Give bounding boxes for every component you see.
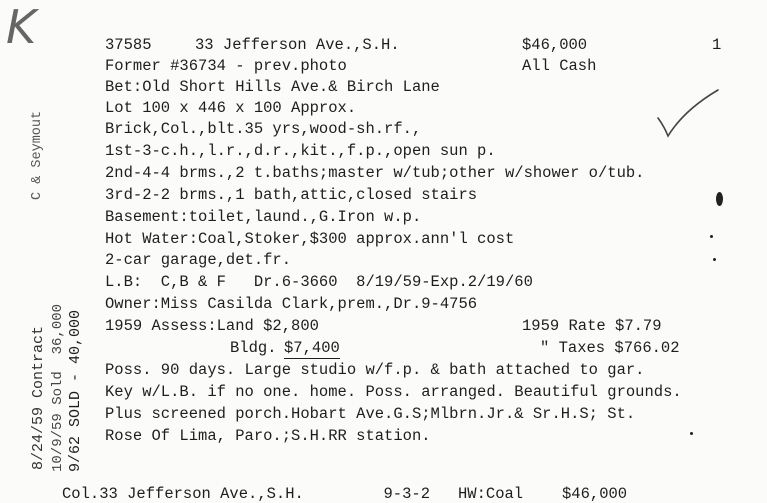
owner: Owner:Miss Casilda Clark,prem.,Dr.9-4756	[105, 295, 478, 313]
assessment-land: 1959 Assess:Land $2,800	[105, 317, 319, 335]
garage: 2-car garage,det.fr.	[105, 251, 292, 269]
footer-price: $46,000	[562, 485, 628, 503]
footer-style-address: Col.33 Jefferson Ave.,S.H.	[62, 485, 304, 503]
second-floor: 2nd-4-4 brms.,2 t.baths;master w/tub;other w/shower o/tub.	[105, 164, 645, 182]
assessment-building-value: $7,400	[284, 339, 340, 357]
ink-speck-icon	[713, 258, 716, 261]
lot-size: Lot 100 x 446 x 100 Approx.	[105, 99, 357, 117]
sold-stamp-side-note: 9/62 SOLD - 40,000	[67, 309, 84, 472]
lock-box: L.B: C,B & F Dr.6-3660 8/19/59-Exp.2/19/60	[105, 273, 533, 291]
between-streets: Bet:Old Short Hills Ave.& Birch Lane	[105, 78, 440, 96]
ink-speck-icon	[690, 432, 693, 435]
basement: Basement:toilet,laund.,G.Iron w.p.	[105, 208, 422, 226]
corner-handwritten-mark: K	[6, 0, 37, 54]
remarks-line-3: Plus screened porch.Hobart Ave.G.S;Mlbrn.Jr.& Sr.H.S; St.	[105, 405, 636, 423]
footer-heat: HW:Coal	[458, 485, 524, 503]
listing-number: 37585	[105, 36, 152, 54]
remarks-line-2: Key w/L.B. if no one. home. Poss. arranged. Beautiful grounds.	[105, 383, 682, 401]
ink-blot-icon	[716, 192, 723, 206]
footer-rooms: 9-3-2	[340, 484, 430, 503]
ink-speck-icon	[710, 235, 713, 238]
remarks-line-4: Rose Of Lima, Paro.;S.H.RR station.	[105, 427, 431, 445]
listing-price: $46,000	[522, 36, 588, 54]
listing-address: 33 Jefferson Ave.,S.H.	[195, 36, 400, 54]
checkmark-icon	[650, 80, 730, 145]
agent-side-label: C & Seymout	[30, 110, 45, 200]
tax-rate: 1959 Rate $7.79	[522, 317, 662, 335]
construction: Brick,Col.,blt.35 yrs,wood-sh.rf.,	[105, 120, 422, 138]
assessment-building-label: Bldg.	[230, 339, 277, 357]
first-floor: 1st-3-c.h.,l.r.,d.r.,kit.,f.p.,open sun p.	[105, 142, 496, 160]
former-listing: Former #36734 - prev.photo	[105, 57, 347, 75]
hot-water: Hot Water:Coal,Stoker,$300 approx.ann'l cost	[105, 230, 515, 248]
sold-side-note: 10/9/59 Sold 36,000	[50, 303, 66, 472]
card-number: 1	[712, 36, 722, 54]
remarks-line-1: Poss. 90 days. Large studio w/f.p. & bath attached to gar.	[105, 361, 645, 379]
third-floor: 3rd-2-2 brms.,1 bath,attic,closed stairs	[105, 186, 478, 204]
taxes: " Taxes $766.02	[540, 339, 680, 357]
contract-side-note: 8/24/59 Contract	[30, 325, 47, 470]
terms: All Cash	[522, 57, 597, 75]
